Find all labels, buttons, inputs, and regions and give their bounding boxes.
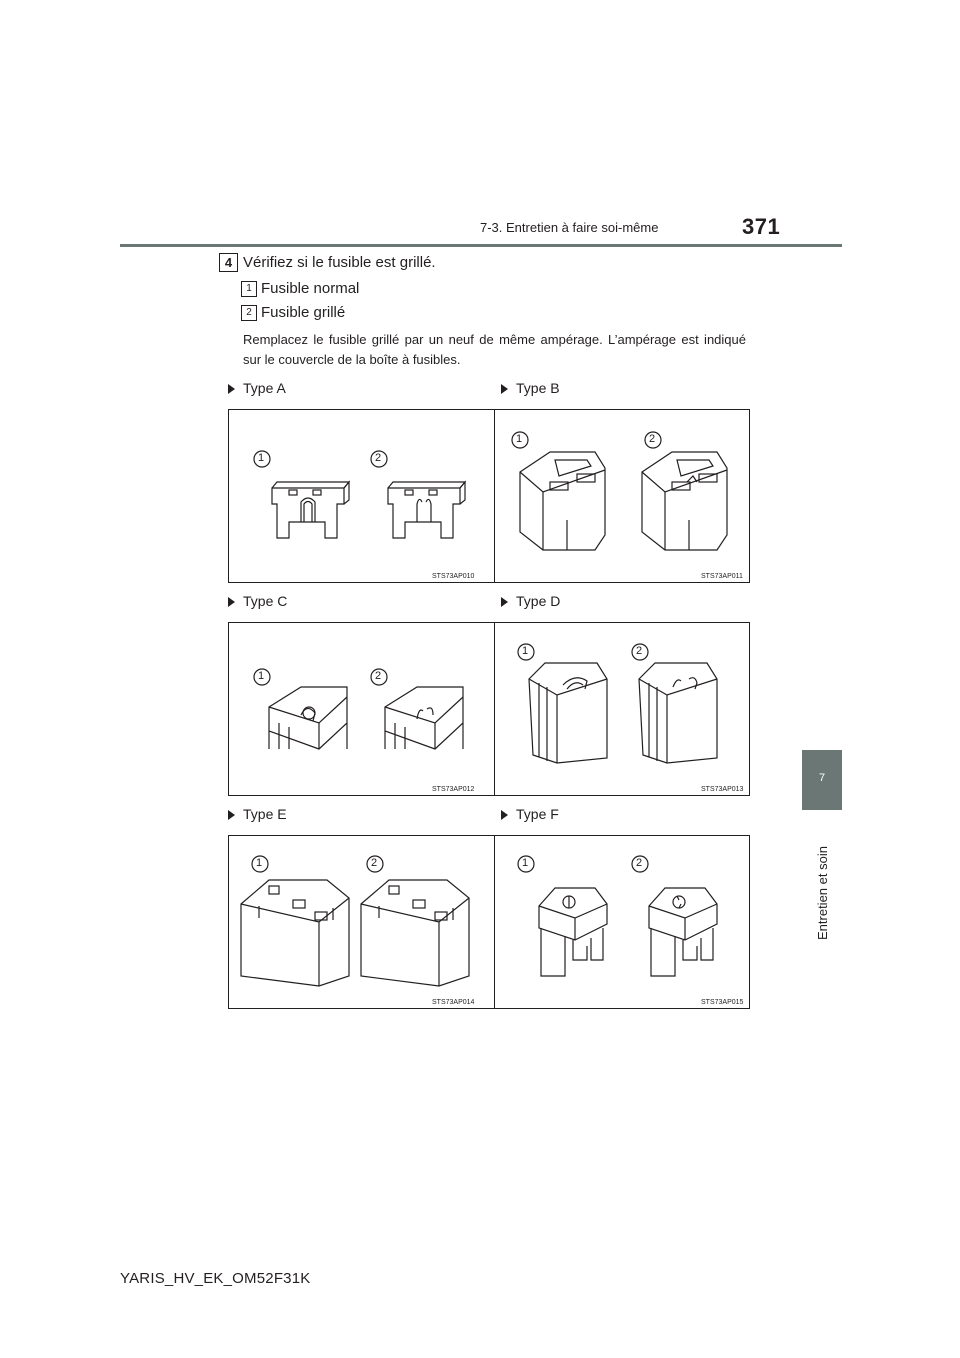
figure-code: STS73AP014 [432,999,475,1006]
item-label-normal: Fusible normal [261,280,360,297]
triangle-bullet-icon [228,384,235,394]
blade-fuse-normal [272,482,349,538]
step-number-badge: 4 [219,253,238,272]
figure-code: STS73AP010 [432,573,475,580]
triangle-bullet-icon [228,597,235,607]
callout-1: 1 [258,670,265,682]
callout-2: 2 [636,857,643,869]
item-badge-1: 1 [241,281,257,297]
callout-1: 1 [516,433,523,445]
type-label-d: Type D [501,593,560,609]
type-label-b: Type B [501,380,560,396]
callout-1: 1 [256,857,263,869]
note-paragraph: Remplacez le fusible grillé par un neuf de même ampérage. L’ampérage est indiqué sur le couvercle de la boîte à fusibles. [243,332,746,367]
section-title: 7-3. Entretien à faire soi-même [480,220,659,235]
callout-2: 2 [375,452,382,464]
figure-code: STS73AP012 [432,786,475,793]
box-fuse-blown [639,663,717,763]
header-divider [120,244,842,247]
cartridge-fuse-blown [642,452,727,550]
large-fuse-blown [361,880,469,986]
bolt-fuse-blown [649,888,717,976]
figure-type-f [494,835,750,1009]
figure-type-d [494,622,750,796]
bolt-fuse-normal [539,888,607,976]
page-number: 371 [742,214,781,239]
figure-code: STS73AP011 [701,573,743,580]
triangle-bullet-icon [228,810,235,820]
callout-2: 2 [375,670,382,682]
large-fuse-normal [241,880,349,986]
callout-1: 1 [258,452,265,464]
type-label-f: Type F [501,806,559,822]
blade-fuse-blown [388,482,465,538]
step-instruction: Vérifiez si le fusible est grillé. [243,254,436,271]
figure-code: STS73AP013 [701,786,744,793]
figure-code: STS73AP015 [701,999,744,1006]
triangle-bullet-icon [501,384,508,394]
callout-2: 2 [371,857,378,869]
figure-type-e [228,835,496,1009]
chapter-number: 7 [818,772,826,784]
item-badge-2: 2 [241,305,257,321]
callout-2: 2 [649,433,656,445]
triangle-bullet-icon [501,597,508,607]
chapter-title: Entretien et soin [815,846,830,940]
cartridge-fuse-normal [520,452,605,550]
case-fuse-normal [269,687,347,749]
callout-1: 1 [522,857,529,869]
callout-1: 1 [522,645,529,657]
item-label-blown: Fusible grillé [261,304,346,321]
type-label-e: Type E [228,806,287,822]
case-fuse-blown [385,687,463,749]
triangle-bullet-icon [501,810,508,820]
box-fuse-normal [529,663,607,763]
type-label-c: Type C [228,593,287,609]
figure-type-c [228,622,496,796]
chapter-tab [802,750,842,810]
type-label-a: Type A [228,380,286,396]
figure-type-b [494,409,750,583]
document-code: YARIS_HV_EK_OM52F31K [120,1270,311,1287]
figure-type-a [228,409,496,583]
callout-2: 2 [636,645,643,657]
chapter-side-label [813,820,831,940]
